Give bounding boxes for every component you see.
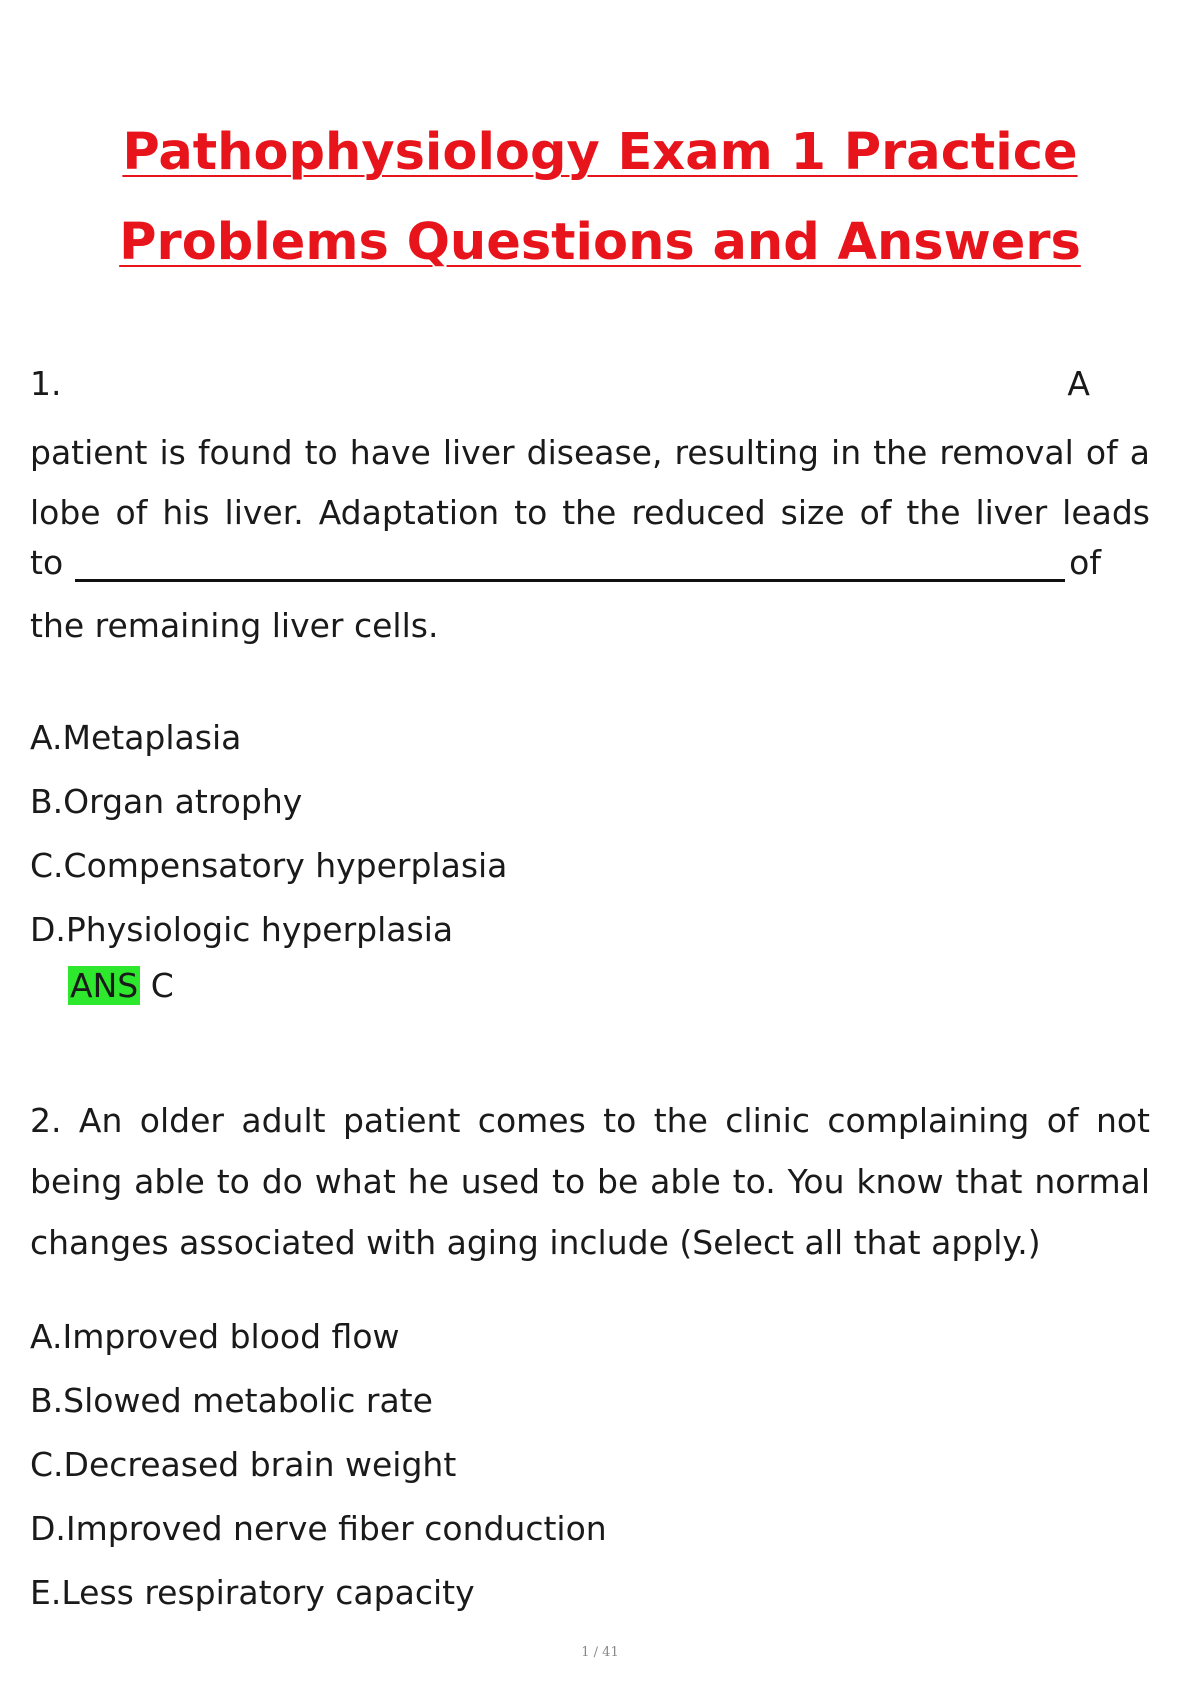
question-1-number: 1. (30, 364, 62, 403)
option-item (30, 898, 507, 962)
question-1-text: patient is found to have liver disease, resulting in the removal of a lobe of his liver. Adaptation to the reduced size of the liver leads (30, 433, 1150, 532)
option-letter: E. (30, 1573, 62, 1612)
question-2-text: 2. An older adult patient comes to the clinic complaining of not being able to do what he used to be able to. You know that normal changes associated with aging include (Select all that apply.) (30, 1101, 1150, 1262)
option-letter: D. (30, 1509, 66, 1548)
answer-label-highlight: ANS (70, 966, 139, 1005)
question-1-tail: the remaining liver cells. (30, 606, 439, 645)
option-text: Less respiratory capacity (61, 1573, 475, 1612)
option-item (30, 1305, 607, 1369)
option-text: Organ atrophy (63, 782, 303, 821)
option-letter: C. (30, 846, 64, 885)
option-letter: A. (30, 1317, 63, 1356)
question-2-options (30, 1305, 607, 1625)
option-item (30, 834, 507, 898)
question-1-lead-word: A (1067, 364, 1090, 403)
option-letter: B. (30, 782, 64, 821)
blank-after-word: of (1069, 543, 1101, 582)
option-text: Slowed metabolic rate (63, 1381, 433, 1420)
question-1-header (30, 364, 1090, 403)
option-text: Improved nerve fiber conduction (65, 1509, 607, 1548)
option-text: Compensatory hyperplasia (63, 846, 508, 885)
option-item (30, 1433, 607, 1497)
fill-in-blank-line (75, 549, 1065, 582)
title-line-1: Pathophysiology Exam 1 Practice (122, 123, 1078, 182)
option-item (30, 1497, 607, 1561)
option-letter: D. (30, 910, 66, 949)
option-item (30, 1369, 607, 1433)
question-1-answer (68, 966, 174, 1005)
option-item (30, 770, 507, 834)
option-letter: C. (30, 1445, 64, 1484)
answer-value: C (150, 966, 174, 1005)
option-item (30, 706, 507, 770)
option-letter: B. (30, 1381, 64, 1420)
document-title (0, 108, 1200, 288)
option-text: Decreased brain weight (63, 1445, 457, 1484)
question-1-options (30, 706, 507, 962)
title-line-2: Problems Questions and Answers (119, 213, 1081, 272)
option-text: Metaplasia (62, 718, 242, 757)
option-text: Improved blood flow (62, 1317, 400, 1356)
blank-before-word: to (30, 543, 64, 582)
page-indicator: 1 / 41 (581, 1645, 619, 1660)
option-text: Physiologic hyperplasia (65, 910, 454, 949)
question-1-blank-row (30, 543, 1110, 582)
option-item (30, 1561, 607, 1625)
option-letter: A. (30, 718, 63, 757)
